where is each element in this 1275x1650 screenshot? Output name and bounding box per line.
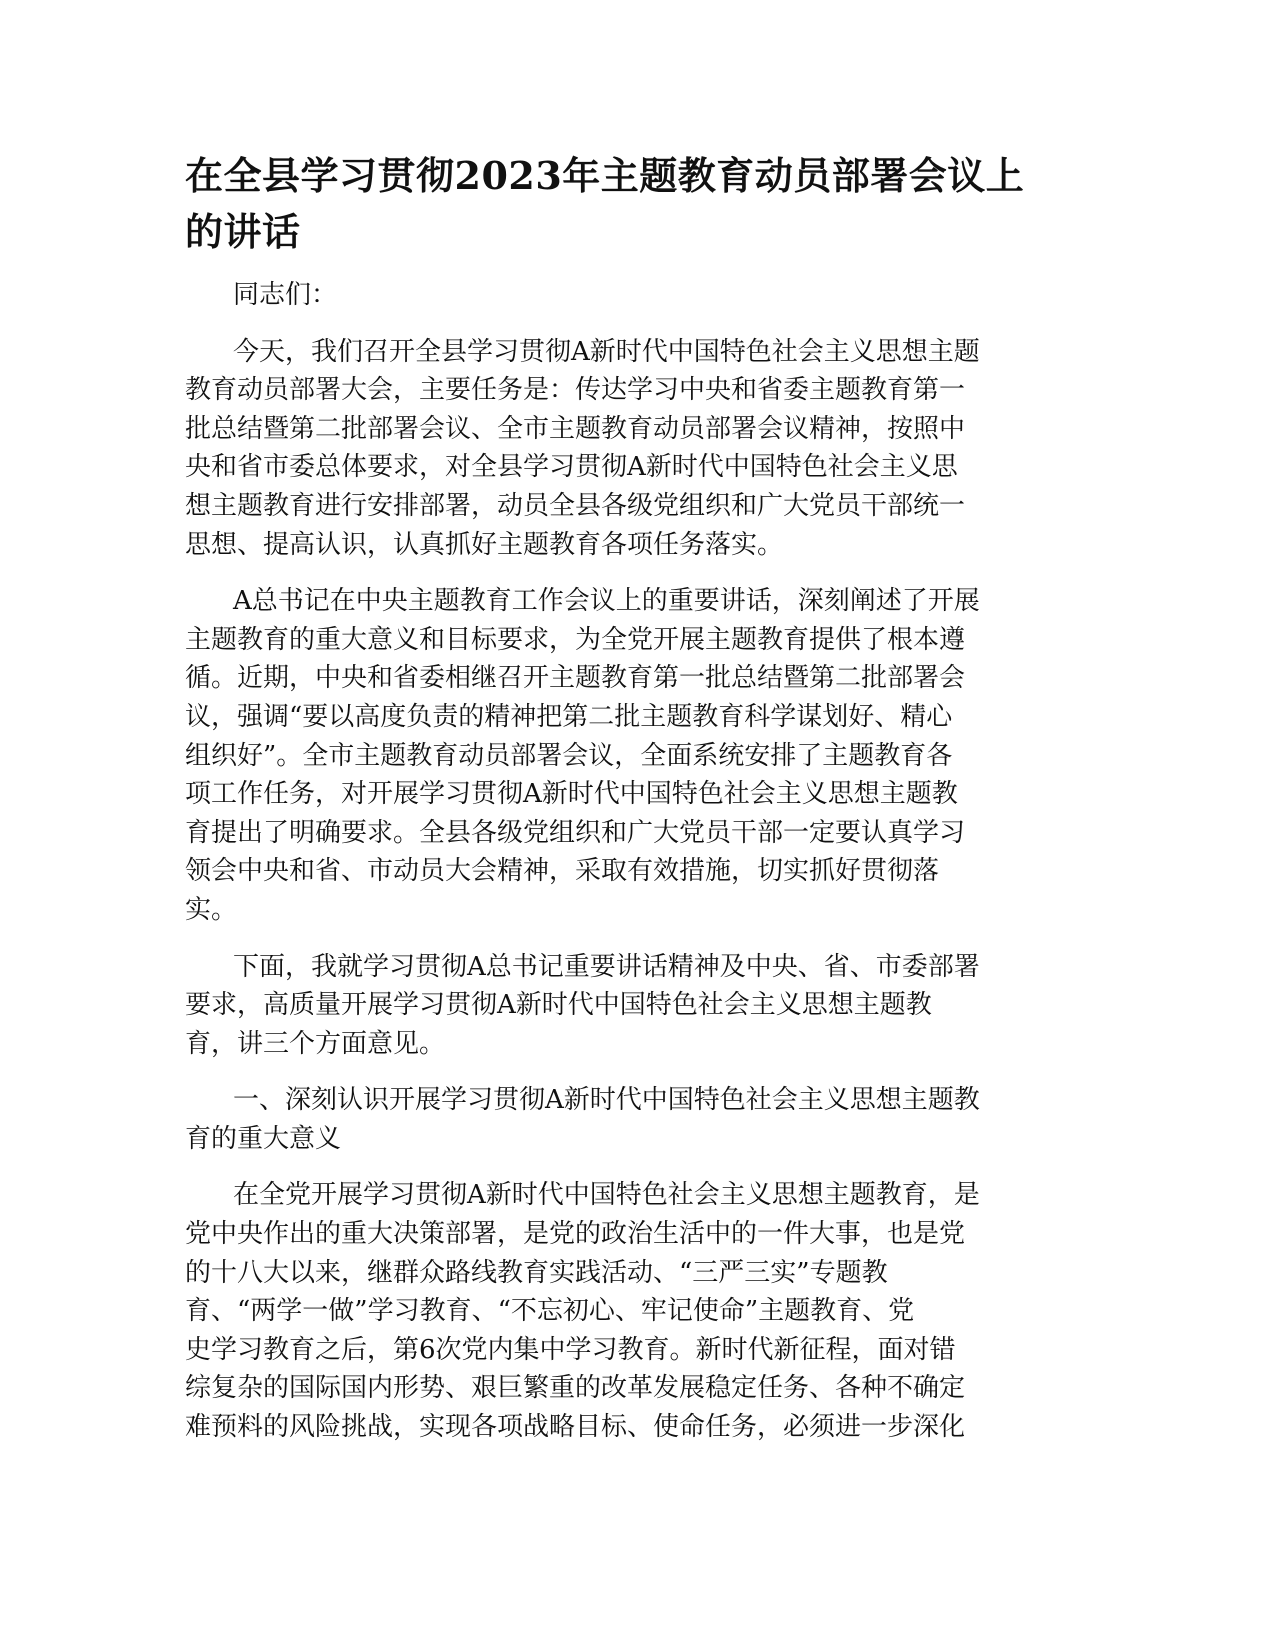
paragraph-line: 领会中央和省、市动员大会精神，采取有效措施，切实抓好贯彻落: [185, 856, 940, 887]
paragraph-line: 组织好”。全市主题教育动员部署会议，全面系统安排了主题教育各: [185, 740, 953, 771]
document-body: [185, 276, 1065, 1447]
section-heading-line: 一、深刻认识开展学习贯彻A新时代中国特色社会主义思想主题教: [233, 1085, 980, 1116]
paragraph-line: A总书记在中央主题教育工作会议上的重要讲话，深刻阐述了开展: [233, 586, 980, 617]
paragraph-line: 党中央作出的重大决策部署，是党的政治生活中的一件大事，也是党: [185, 1219, 966, 1250]
paragraph-line: 教育动员部署大会，主要任务是：传达学习中央和省委主题教育第一: [185, 375, 966, 406]
paragraph-line: 育，讲三个方面意见。: [185, 1028, 446, 1059]
paragraph-line: 史学习教育之后，第6次党内集中学习教育。新时代新征程，面对错: [185, 1334, 956, 1365]
paragraph-line: 项工作任务，对开展学习贯彻A新时代中国特色社会主义思想主题教: [185, 779, 958, 810]
document-title: [185, 148, 1085, 260]
paragraph: [185, 582, 1065, 929]
paragraph-line: 主题教育的重大意义和目标要求，为全党开展主题教育提供了根本遵: [185, 624, 966, 655]
paragraph-line: 下面，我就学习贯彻A总书记重要讲话精神及中央、省、市委部署: [233, 951, 980, 982]
paragraph-line: 育提出了明确要求。全县各级党组织和广大党员干部一定要认真学习: [185, 817, 966, 848]
paragraph-line: 想主题教育进行安排部署，动员全县各级党组织和广大党员干部统一: [185, 490, 966, 521]
paragraph-line: 在全党开展学习贯彻A新时代中国特色社会主义思想主题教育，是: [233, 1180, 980, 1211]
paragraph-line: 批总结暨第二批部署会议、全市主题教育动员部署会议精神，按照中: [185, 413, 966, 444]
paragraph-line: 实。: [185, 894, 238, 925]
paragraph: [185, 948, 1065, 1064]
paragraph-line: 央和省市委总体要求，对全县学习贯彻A新时代中国特色社会主义思: [185, 452, 958, 483]
title-line: 在全县学习贯彻2023年主题教育动员部署会议上: [185, 153, 1025, 198]
section-heading: [185, 1081, 1065, 1158]
paragraph: [185, 1176, 1065, 1446]
paragraph-line: 议，强调“要以高度负责的精神把第二批主题教育科学谋划好、精心: [185, 701, 953, 732]
title-line: 的讲话: [185, 209, 301, 254]
paragraph-line: 难预料的风险挑战，实现各项战略目标、使命任务，必须进一步深化: [185, 1412, 966, 1443]
paragraph-line: 思想、提高认识，认真抓好主题教育各项任务落实。: [185, 529, 784, 560]
paragraph-line: 育、“两学一做”学习教育、“不忘初心、牢记使命”主题教育、党: [185, 1296, 915, 1327]
paragraph-line: 综复杂的国际国内形势、艰巨繁重的改革发展稳定任务、各种不确定: [185, 1373, 966, 1404]
paragraph-line: 今天，我们召开全县学习贯彻A新时代中国特色社会主义思想主题: [233, 336, 980, 367]
greeting: 同志们：: [233, 280, 338, 310]
section-heading-line: 育的重大意义: [185, 1123, 342, 1154]
paragraph: [185, 333, 1065, 565]
paragraph-line: 的十八大以来，继群众路线教育实践活动、“三严三实”专题教: [185, 1257, 888, 1288]
paragraph-line: 循。近期，中央和省委相继召开主题教育第一批总结暨第二批部署会: [185, 663, 966, 694]
paragraph-line: 要求，高质量开展学习贯彻A新时代中国特色社会主义思想主题教: [185, 990, 932, 1021]
